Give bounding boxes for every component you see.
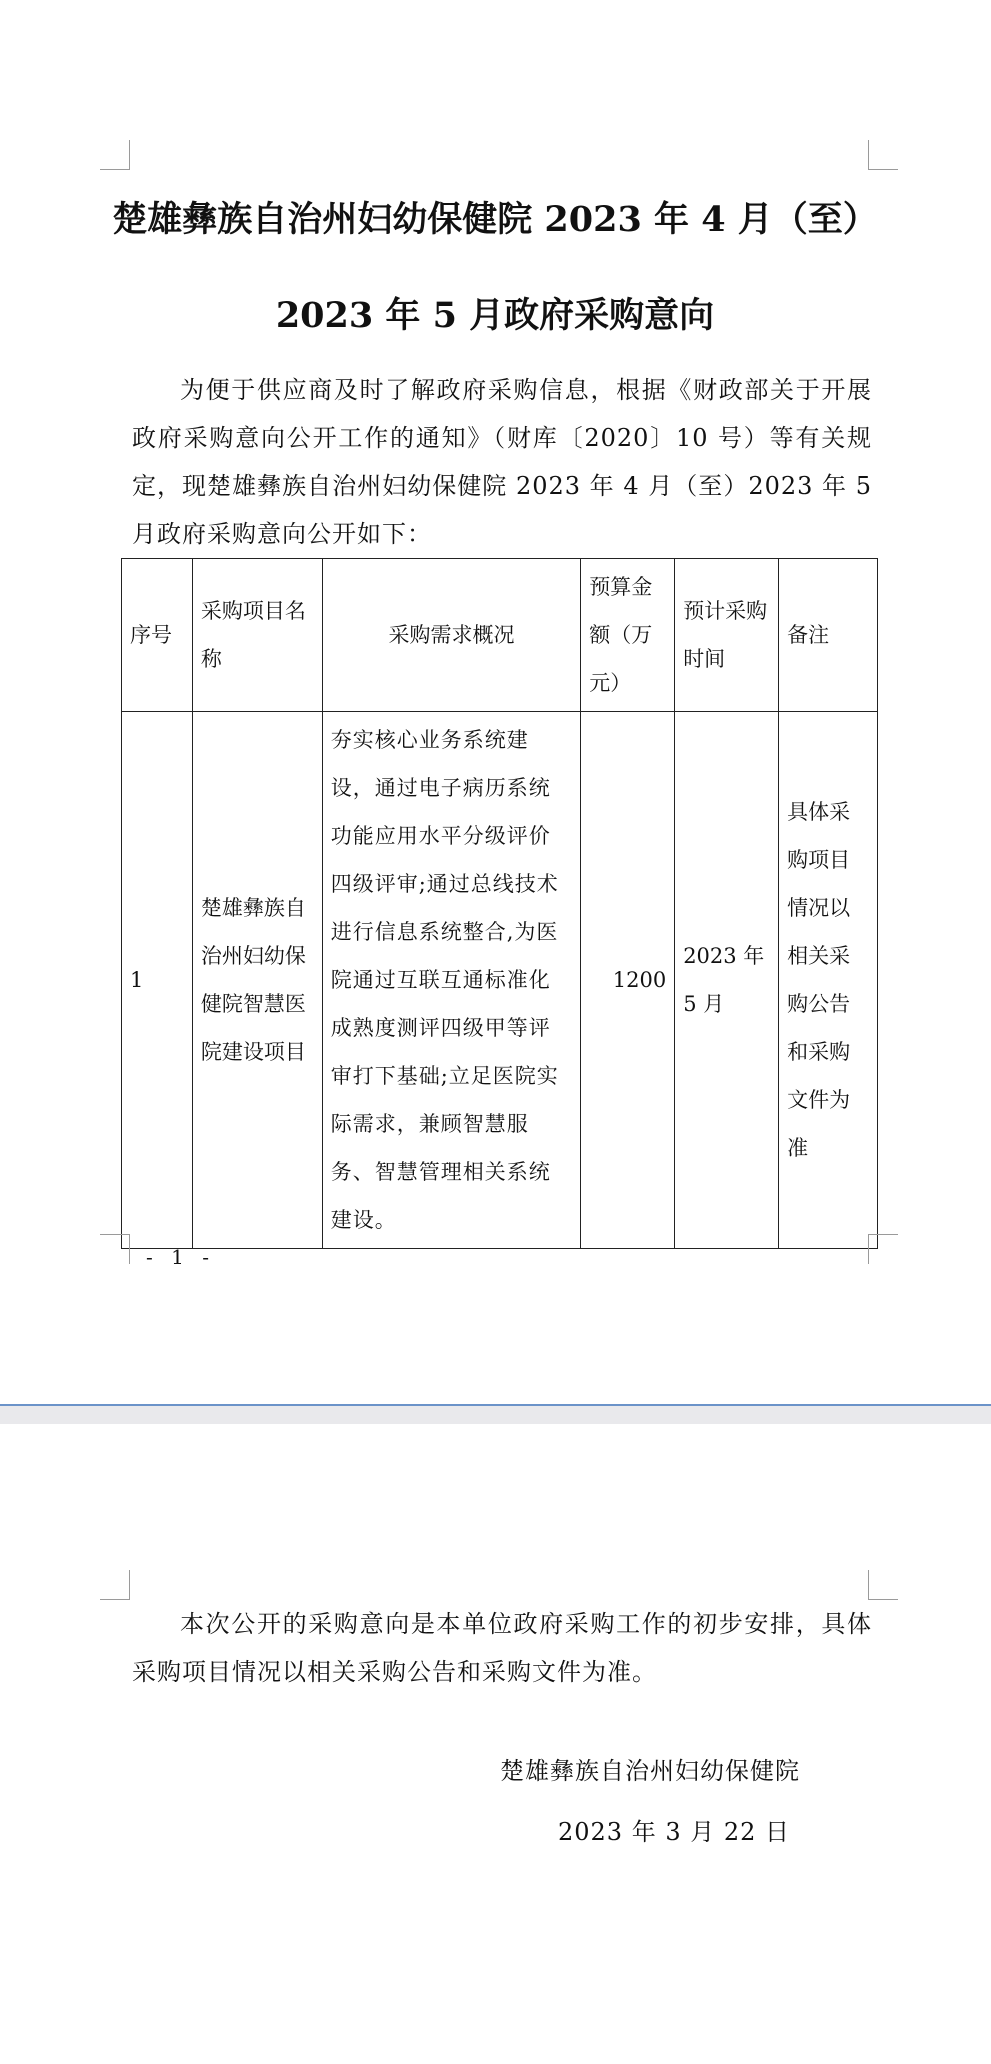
page-separator-line xyxy=(0,1404,991,1406)
cell-budget: 1200 xyxy=(581,712,675,1249)
cell-name: 楚雄彝族自治州妇幼保健院智慧医院建设项目 xyxy=(192,712,322,1249)
corner-mark-top-left-2 xyxy=(100,1570,130,1600)
header-name: 采购项目名称 xyxy=(192,559,322,712)
corner-mark-top-left xyxy=(100,140,130,170)
procurement-table xyxy=(121,558,878,1249)
signature-organization: 楚雄彝族自治州妇幼保健院 xyxy=(500,1757,800,1785)
cell-index: 1 xyxy=(122,712,193,1249)
header-description: 采购需求概况 xyxy=(322,559,581,712)
header-remark: 备注 xyxy=(779,559,878,712)
corner-mark-top-right-2 xyxy=(868,1570,898,1600)
header-index: 序号 xyxy=(122,559,193,712)
corner-mark-top-right xyxy=(868,140,898,170)
document-title-line-2: 2023 年 5 月政府采购意向 xyxy=(275,295,715,336)
header-budget: 预算金额（万元） xyxy=(581,559,675,712)
page-2 xyxy=(0,1424,991,2064)
intro-paragraph: 为便于供应商及时了解政府采购信息，根据《财政部关于开展政府采购意向公开工作的通知》（财库〔2020〕10 号）等有关规定，现楚雄彝族自治州妇幼保健院 2023 年 4 月（至）2023 年 5 月政府采购意向公开如下： xyxy=(132,376,872,548)
cell-description: 夯实核心业务系统建设，通过电子病历系统功能应用水平分级评价四级评审;通过总线技术进行信息系统整合,为医院通过互联互通标准化成熟度测评四级甲等评审打下基础;立足医院实际需求，兼顾智慧服务、智慧管理相关系统建设。 xyxy=(322,712,581,1249)
corner-mark-bottom-right xyxy=(868,1234,898,1264)
table-row xyxy=(122,712,878,1249)
header-time: 预计采购时间 xyxy=(675,559,779,712)
cell-time: 2023 年 5 月 xyxy=(675,712,779,1249)
page-separator xyxy=(0,1404,991,1424)
corner-mark-bottom-left xyxy=(100,1234,130,1264)
document-title-line-1: 楚雄彝族自治州妇幼保健院 2023 年 4 月（至） xyxy=(112,199,878,240)
closing-paragraph: 本次公开的采购意向是本单位政府采购工作的初步安排，具体采购项目情况以相关采购公告和采购文件为准。 xyxy=(132,1610,872,1686)
cell-remark: 具体采购项目情况以相关采购公告和采购文件为准 xyxy=(779,712,878,1249)
table-header-row xyxy=(122,559,878,712)
page-number: - 1 - xyxy=(146,1245,215,1269)
signature-date: 2023 年 3 月 22 日 xyxy=(558,1818,791,1846)
